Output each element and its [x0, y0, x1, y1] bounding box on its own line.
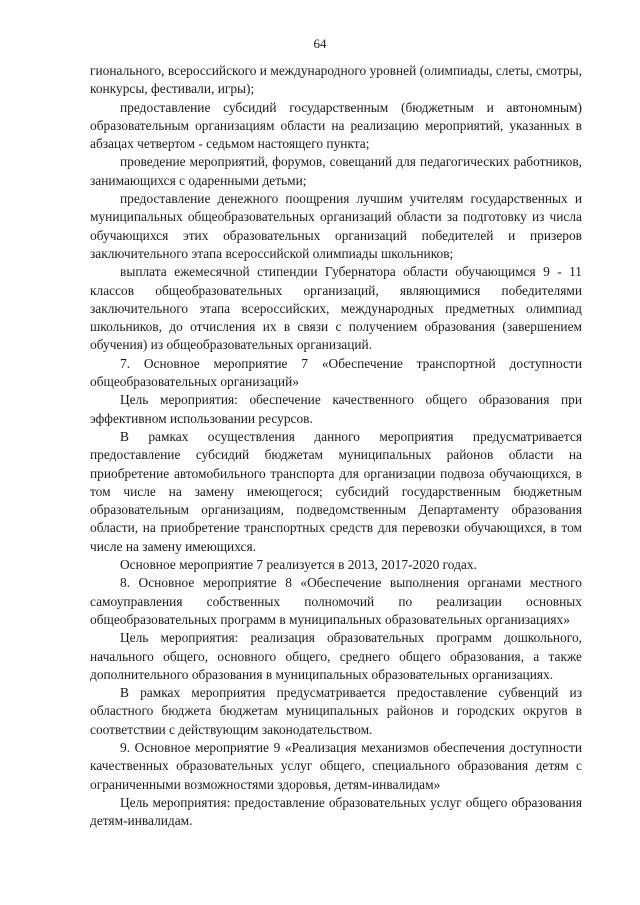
paragraph-measure-8-scope: В рамках мероприятия предусматривается предоставление субвенций из областного бюджета бюджетам муниципальных районов и городских округов в соответствии с действующим законодательством. — [90, 685, 582, 737]
paragraph-subsidies-organizations: предоставление субсидий государственным (бюджетным и автономным) образовательным организациям области на реализацию мероприятий, указанных в абзацах четвертом - седьмом настоящего пункта; — [90, 99, 582, 152]
paragraph-measure-7-scope: В рамках осуществления данного мероприятия предусматривается предоставление субсидий бюджетам муниципальных районов области на приобретение автомобильного транспорта для организации подвоза обучающихся, в том числе на замену имеющегося; субсидий государственным бюджетным образовательным организациям, подведомственным Департаменту образования области, на приобретение транспортных средств для перевозки обучающихся, в том числе на замену имеющихся. — [90, 428, 582, 554]
paragraph-measure-9-title: 9. Основное мероприятие 9 «Реализация механизмов обеспечения доступности качественных образовательных услуг общего, специального образования детям с ограниченными возможностями здоровья, детям-инвалидам» — [90, 739, 582, 792]
paragraph-forums: проведение мероприятий, форумов, совещаний для педагогических работников, занимающихся с одаренными детьми; — [90, 154, 582, 188]
paragraph-measure-7-goal: Цель мероприятия: обеспечение качественного общего образования при эффективном использовании ресурсов. — [90, 392, 582, 426]
paragraph-measure-9-goal: Цель мероприятия: предоставление образовательных услуг общего образования детям-инвалидам. — [90, 794, 582, 829]
paragraph-measure-8-goal: Цель мероприятия: реализация образовательных программ дошкольного, начального общего, основного общего, среднего общего образования, а также дополнительного образования в муниципальных образовательных организациях. — [90, 630, 582, 682]
paragraph-olympiads-continuation: гионального, всероссийского и международного уровней (олимпиады, слеты, смотры, конкурсы, фестивали, игры); — [90, 63, 582, 97]
document-body — [90, 62, 582, 830]
paragraph-measure-7-title: 7. Основное мероприятие 7 «Обеспечение транспортной доступности общеобразовательных организаций» — [90, 355, 582, 390]
paragraph-measure-7-period: Основное мероприятие 7 реализуется в 2013, 2017-2020 годах. — [120, 557, 477, 573]
paragraph-teacher-rewards: предоставление денежного поощрения лучшим учителям государственных и муниципальных общеобразовательных организаций области за подготовку из числа обучающихся этих образовательных организаций победителей и призеров заключительного этапа всероссийской олимпиады школьников; — [90, 191, 582, 261]
paragraph-governor-stipend: выплата ежемесячной стипендии Губернатора области обучающимся 9 - 11 классов общеобразовательных организаций, являющимися победителями заключительного этапа всероссийских, международных предметных олимпиад школьников, до отчисления их в связи с получением образования (завершением обучения) из общеобразовательных организаций. — [90, 264, 582, 353]
paragraph-measure-8-title: 8. Основное мероприятие 8 «Обеспечение выполнения органами местного самоуправления собственных полномочий по реализации основных общеобразовательных программ в муниципальных образовательных организациях» — [90, 575, 582, 627]
page-number: 64 — [313, 36, 327, 51]
